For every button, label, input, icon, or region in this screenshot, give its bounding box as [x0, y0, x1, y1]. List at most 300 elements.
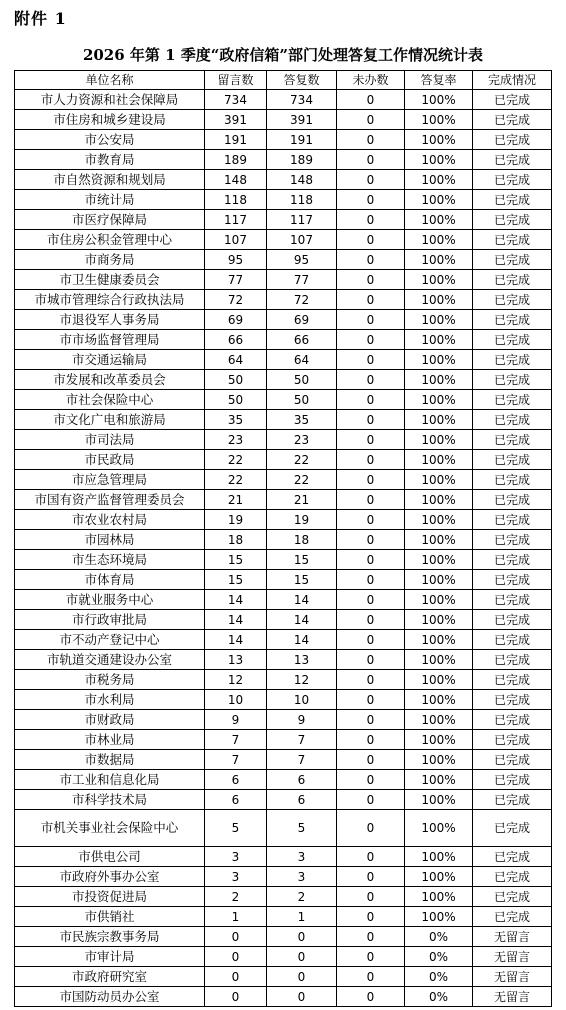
cell-reply-rate: 100% [405, 810, 473, 847]
table-row [15, 847, 552, 867]
cell-pending: 0 [337, 670, 405, 690]
cell-unit-name: 市自然资源和规划局 [15, 170, 205, 190]
cell-status: 已完成 [473, 310, 552, 330]
cell-pending: 0 [337, 610, 405, 630]
cell-reply-rate: 100% [405, 690, 473, 710]
table-row [15, 450, 552, 470]
cell-reply-rate: 100% [405, 570, 473, 590]
cell-unit-name: 市农业农村局 [15, 510, 205, 530]
cell-messages: 7 [205, 750, 267, 770]
cell-status: 已完成 [473, 867, 552, 887]
cell-reply-rate: 100% [405, 610, 473, 630]
cell-replies: 21 [267, 490, 337, 510]
cell-pending: 0 [337, 430, 405, 450]
cell-pending: 0 [337, 810, 405, 847]
cell-reply-rate: 100% [405, 150, 473, 170]
table-row [15, 150, 552, 170]
statistics-table [14, 70, 552, 1007]
cell-reply-rate: 100% [405, 410, 473, 430]
cell-reply-rate: 100% [405, 290, 473, 310]
table-row [15, 110, 552, 130]
cell-reply-rate: 100% [405, 590, 473, 610]
cell-status: 已完成 [473, 210, 552, 230]
cell-replies: 0 [267, 927, 337, 947]
table-row [15, 250, 552, 270]
cell-pending: 0 [337, 110, 405, 130]
cell-pending: 0 [337, 847, 405, 867]
cell-messages: 117 [205, 210, 267, 230]
cell-messages: 189 [205, 150, 267, 170]
cell-unit-name: 市住房和城乡建设局 [15, 110, 205, 130]
cell-messages: 107 [205, 230, 267, 250]
cell-replies: 12 [267, 670, 337, 690]
cell-pending: 0 [337, 390, 405, 410]
cell-pending: 0 [337, 410, 405, 430]
cell-replies: 50 [267, 390, 337, 410]
cell-unit-name: 市林业局 [15, 730, 205, 750]
cell-status: 已完成 [473, 490, 552, 510]
cell-unit-name: 市人力资源和社会保障局 [15, 90, 205, 110]
cell-status: 无留言 [473, 927, 552, 947]
cell-unit-name: 市国防动员办公室 [15, 987, 205, 1007]
cell-replies: 50 [267, 370, 337, 390]
cell-replies: 18 [267, 530, 337, 550]
cell-messages: 95 [205, 250, 267, 270]
cell-pending: 0 [337, 550, 405, 570]
cell-replies: 9 [267, 710, 337, 730]
cell-status: 已完成 [473, 847, 552, 867]
table-row [15, 190, 552, 210]
cell-unit-name: 市数据局 [15, 750, 205, 770]
table-row [15, 210, 552, 230]
cell-status: 已完成 [473, 810, 552, 847]
cell-pending: 0 [337, 210, 405, 230]
table-row [15, 130, 552, 150]
cell-status: 已完成 [473, 130, 552, 150]
cell-reply-rate: 100% [405, 887, 473, 907]
cell-status: 已完成 [473, 590, 552, 610]
cell-replies: 0 [267, 987, 337, 1007]
cell-messages: 66 [205, 330, 267, 350]
cell-messages: 13 [205, 650, 267, 670]
cell-unit-name: 市行政审批局 [15, 610, 205, 630]
cell-unit-name: 市体育局 [15, 570, 205, 590]
cell-unit-name: 市政府研究室 [15, 967, 205, 987]
table-row [15, 810, 552, 847]
cell-status: 已完成 [473, 90, 552, 110]
cell-messages: 0 [205, 967, 267, 987]
cell-status: 已完成 [473, 887, 552, 907]
cell-status: 已完成 [473, 430, 552, 450]
table-row [15, 730, 552, 750]
cell-status: 已完成 [473, 630, 552, 650]
table-row [15, 310, 552, 330]
cell-messages: 0 [205, 947, 267, 967]
table-row [15, 290, 552, 310]
cell-unit-name: 市发展和改革委员会 [15, 370, 205, 390]
cell-pending: 0 [337, 90, 405, 110]
table-row [15, 790, 552, 810]
cell-pending: 0 [337, 907, 405, 927]
cell-pending: 0 [337, 130, 405, 150]
cell-unit-name: 市应急管理局 [15, 470, 205, 490]
cell-pending: 0 [337, 750, 405, 770]
table-row [15, 967, 552, 987]
table-row [15, 530, 552, 550]
cell-reply-rate: 0% [405, 987, 473, 1007]
table-row [15, 750, 552, 770]
cell-messages: 6 [205, 770, 267, 790]
cell-pending: 0 [337, 310, 405, 330]
cell-unit-name: 市市场监督管理局 [15, 330, 205, 350]
table-row [15, 510, 552, 530]
table-row [15, 690, 552, 710]
cell-unit-name: 市卫生健康委员会 [15, 270, 205, 290]
column-header-reply-rate: 答复率 [405, 71, 473, 90]
cell-replies: 14 [267, 610, 337, 630]
cell-unit-name: 市税务局 [15, 670, 205, 690]
cell-pending: 0 [337, 330, 405, 350]
cell-messages: 35 [205, 410, 267, 430]
table-row [15, 590, 552, 610]
column-header-messages: 留言数 [205, 71, 267, 90]
cell-replies: 0 [267, 947, 337, 967]
table-row [15, 90, 552, 110]
cell-messages: 23 [205, 430, 267, 450]
cell-reply-rate: 100% [405, 190, 473, 210]
cell-pending: 0 [337, 770, 405, 790]
cell-unit-name: 市民族宗教事务局 [15, 927, 205, 947]
cell-messages: 15 [205, 570, 267, 590]
cell-status: 已完成 [473, 550, 552, 570]
cell-messages: 21 [205, 490, 267, 510]
table-row [15, 987, 552, 1007]
cell-status: 已完成 [473, 470, 552, 490]
cell-replies: 734 [267, 90, 337, 110]
table-row [15, 550, 552, 570]
cell-messages: 22 [205, 450, 267, 470]
cell-pending: 0 [337, 150, 405, 170]
cell-replies: 107 [267, 230, 337, 250]
cell-messages: 12 [205, 670, 267, 690]
cell-unit-name: 市审计局 [15, 947, 205, 967]
header-row [15, 71, 552, 90]
cell-status: 无留言 [473, 947, 552, 967]
cell-reply-rate: 100% [405, 230, 473, 250]
cell-replies: 64 [267, 350, 337, 370]
cell-unit-name: 市城市管理综合行政执法局 [15, 290, 205, 310]
cell-reply-rate: 100% [405, 530, 473, 550]
cell-replies: 10 [267, 690, 337, 710]
cell-status: 已完成 [473, 170, 552, 190]
cell-unit-name: 市供电公司 [15, 847, 205, 867]
cell-unit-name: 市国有资产监督管理委员会 [15, 490, 205, 510]
cell-replies: 77 [267, 270, 337, 290]
cell-unit-name: 市财政局 [15, 710, 205, 730]
cell-reply-rate: 100% [405, 790, 473, 810]
cell-replies: 2 [267, 887, 337, 907]
cell-messages: 19 [205, 510, 267, 530]
cell-status: 已完成 [473, 690, 552, 710]
cell-status: 已完成 [473, 650, 552, 670]
table-row [15, 370, 552, 390]
table-row [15, 430, 552, 450]
cell-replies: 95 [267, 250, 337, 270]
cell-replies: 15 [267, 570, 337, 590]
cell-status: 已完成 [473, 790, 552, 810]
cell-replies: 23 [267, 430, 337, 450]
cell-replies: 14 [267, 630, 337, 650]
cell-pending: 0 [337, 350, 405, 370]
table-body [15, 90, 552, 1007]
cell-pending: 0 [337, 530, 405, 550]
cell-pending: 0 [337, 230, 405, 250]
cell-replies: 148 [267, 170, 337, 190]
table-row [15, 927, 552, 947]
cell-reply-rate: 100% [405, 370, 473, 390]
cell-pending: 0 [337, 987, 405, 1007]
cell-messages: 50 [205, 390, 267, 410]
column-header-status: 完成情况 [473, 71, 552, 90]
cell-messages: 22 [205, 470, 267, 490]
cell-status: 已完成 [473, 290, 552, 310]
cell-unit-name: 市政府外事办公室 [15, 867, 205, 887]
cell-pending: 0 [337, 170, 405, 190]
cell-replies: 22 [267, 450, 337, 470]
table-row [15, 170, 552, 190]
cell-pending: 0 [337, 490, 405, 510]
cell-messages: 148 [205, 170, 267, 190]
cell-reply-rate: 100% [405, 350, 473, 370]
cell-pending: 0 [337, 947, 405, 967]
cell-replies: 189 [267, 150, 337, 170]
cell-status: 已完成 [473, 250, 552, 270]
table-row [15, 670, 552, 690]
cell-messages: 1 [205, 907, 267, 927]
table-row [15, 867, 552, 887]
cell-messages: 14 [205, 630, 267, 650]
cell-pending: 0 [337, 650, 405, 670]
cell-replies: 391 [267, 110, 337, 130]
cell-pending: 0 [337, 250, 405, 270]
cell-pending: 0 [337, 510, 405, 530]
cell-status: 已完成 [473, 350, 552, 370]
column-header-pending: 未办数 [337, 71, 405, 90]
cell-pending: 0 [337, 190, 405, 210]
cell-reply-rate: 100% [405, 90, 473, 110]
cell-pending: 0 [337, 927, 405, 947]
cell-unit-name: 市退役军人事务局 [15, 310, 205, 330]
table-row [15, 570, 552, 590]
cell-reply-rate: 100% [405, 270, 473, 290]
cell-pending: 0 [337, 450, 405, 470]
cell-reply-rate: 0% [405, 947, 473, 967]
cell-replies: 66 [267, 330, 337, 350]
cell-unit-name: 市生态环境局 [15, 550, 205, 570]
table-row [15, 390, 552, 410]
cell-status: 无留言 [473, 987, 552, 1007]
cell-status: 已完成 [473, 230, 552, 250]
cell-messages: 15 [205, 550, 267, 570]
cell-replies: 0 [267, 967, 337, 987]
cell-unit-name: 市轨道交通建设办公室 [15, 650, 205, 670]
cell-unit-name: 市商务局 [15, 250, 205, 270]
cell-reply-rate: 100% [405, 650, 473, 670]
cell-unit-name: 市就业服务中心 [15, 590, 205, 610]
cell-unit-name: 市统计局 [15, 190, 205, 210]
cell-messages: 3 [205, 847, 267, 867]
cell-reply-rate: 100% [405, 867, 473, 887]
table-row [15, 887, 552, 907]
cell-pending: 0 [337, 370, 405, 390]
cell-reply-rate: 100% [405, 490, 473, 510]
cell-pending: 0 [337, 270, 405, 290]
cell-pending: 0 [337, 867, 405, 887]
cell-messages: 734 [205, 90, 267, 110]
cell-unit-name: 市公安局 [15, 130, 205, 150]
cell-pending: 0 [337, 290, 405, 310]
cell-messages: 18 [205, 530, 267, 550]
cell-replies: 19 [267, 510, 337, 530]
table-row [15, 350, 552, 370]
cell-messages: 14 [205, 590, 267, 610]
cell-pending: 0 [337, 470, 405, 490]
cell-pending: 0 [337, 630, 405, 650]
cell-messages: 72 [205, 290, 267, 310]
cell-messages: 69 [205, 310, 267, 330]
table-row [15, 470, 552, 490]
cell-unit-name: 市园林局 [15, 530, 205, 550]
column-header-replies: 答复数 [267, 71, 337, 90]
cell-reply-rate: 100% [405, 390, 473, 410]
cell-unit-name: 市医疗保障局 [15, 210, 205, 230]
cell-reply-rate: 100% [405, 250, 473, 270]
cell-unit-name: 市科学技术局 [15, 790, 205, 810]
attachment-label: 附件 1 [14, 9, 67, 28]
table-row [15, 907, 552, 927]
cell-status: 已完成 [473, 670, 552, 690]
cell-unit-name: 市投资促进局 [15, 887, 205, 907]
table-row [15, 770, 552, 790]
cell-replies: 6 [267, 790, 337, 810]
cell-reply-rate: 100% [405, 730, 473, 750]
cell-messages: 0 [205, 987, 267, 1007]
cell-replies: 191 [267, 130, 337, 150]
cell-unit-name: 市教育局 [15, 150, 205, 170]
cell-replies: 14 [267, 590, 337, 610]
cell-reply-rate: 100% [405, 630, 473, 650]
cell-pending: 0 [337, 887, 405, 907]
cell-status: 已完成 [473, 710, 552, 730]
table-row [15, 230, 552, 250]
cell-reply-rate: 100% [405, 550, 473, 570]
cell-unit-name: 市司法局 [15, 430, 205, 450]
table-row [15, 410, 552, 430]
table-row [15, 270, 552, 290]
cell-unit-name: 市社会保险中心 [15, 390, 205, 410]
table-row [15, 610, 552, 630]
cell-replies: 22 [267, 470, 337, 490]
cell-status: 已完成 [473, 510, 552, 530]
table-row [15, 947, 552, 967]
cell-messages: 191 [205, 130, 267, 150]
column-header-unit-name: 单位名称 [15, 71, 205, 90]
cell-reply-rate: 100% [405, 450, 473, 470]
cell-reply-rate: 100% [405, 510, 473, 530]
document-title: 2026 年第 1 季度“政府信箱”部门处理答复工作情况统计表 [82, 46, 484, 64]
cell-reply-rate: 100% [405, 750, 473, 770]
cell-status: 无留言 [473, 967, 552, 987]
cell-pending: 0 [337, 790, 405, 810]
cell-pending: 0 [337, 590, 405, 610]
cell-unit-name: 市水利局 [15, 690, 205, 710]
cell-reply-rate: 100% [405, 770, 473, 790]
cell-messages: 5 [205, 810, 267, 847]
cell-messages: 118 [205, 190, 267, 210]
cell-status: 已完成 [473, 530, 552, 550]
cell-reply-rate: 100% [405, 210, 473, 230]
cell-status: 已完成 [473, 390, 552, 410]
cell-status: 已完成 [473, 610, 552, 630]
cell-unit-name: 市住房公积金管理中心 [15, 230, 205, 250]
cell-status: 已完成 [473, 410, 552, 430]
cell-replies: 69 [267, 310, 337, 330]
cell-reply-rate: 100% [405, 907, 473, 927]
cell-unit-name: 市文化广电和旅游局 [15, 410, 205, 430]
cell-status: 已完成 [473, 270, 552, 290]
cell-replies: 3 [267, 847, 337, 867]
cell-replies: 7 [267, 730, 337, 750]
cell-status: 已完成 [473, 750, 552, 770]
cell-replies: 3 [267, 867, 337, 887]
cell-pending: 0 [337, 967, 405, 987]
cell-reply-rate: 0% [405, 967, 473, 987]
cell-reply-rate: 100% [405, 470, 473, 490]
table-row [15, 710, 552, 730]
cell-messages: 0 [205, 927, 267, 947]
cell-unit-name: 市工业和信息化局 [15, 770, 205, 790]
cell-replies: 15 [267, 550, 337, 570]
cell-reply-rate: 100% [405, 130, 473, 150]
cell-reply-rate: 100% [405, 710, 473, 730]
cell-pending: 0 [337, 730, 405, 750]
cell-status: 已完成 [473, 110, 552, 130]
table-row [15, 650, 552, 670]
cell-status: 已完成 [473, 450, 552, 470]
cell-messages: 3 [205, 867, 267, 887]
cell-replies: 35 [267, 410, 337, 430]
cell-status: 已完成 [473, 730, 552, 750]
cell-pending: 0 [337, 690, 405, 710]
table-row [15, 490, 552, 510]
cell-reply-rate: 100% [405, 430, 473, 450]
cell-status: 已完成 [473, 907, 552, 927]
cell-status: 已完成 [473, 370, 552, 390]
cell-reply-rate: 100% [405, 110, 473, 130]
cell-status: 已完成 [473, 570, 552, 590]
cell-unit-name: 市供销社 [15, 907, 205, 927]
cell-messages: 64 [205, 350, 267, 370]
cell-unit-name: 市机关事业社会保险中心 [15, 810, 205, 847]
cell-messages: 77 [205, 270, 267, 290]
cell-unit-name: 市不动产登记中心 [15, 630, 205, 650]
cell-reply-rate: 100% [405, 310, 473, 330]
cell-messages: 7 [205, 730, 267, 750]
cell-messages: 10 [205, 690, 267, 710]
cell-messages: 14 [205, 610, 267, 630]
cell-messages: 50 [205, 370, 267, 390]
cell-replies: 1 [267, 907, 337, 927]
